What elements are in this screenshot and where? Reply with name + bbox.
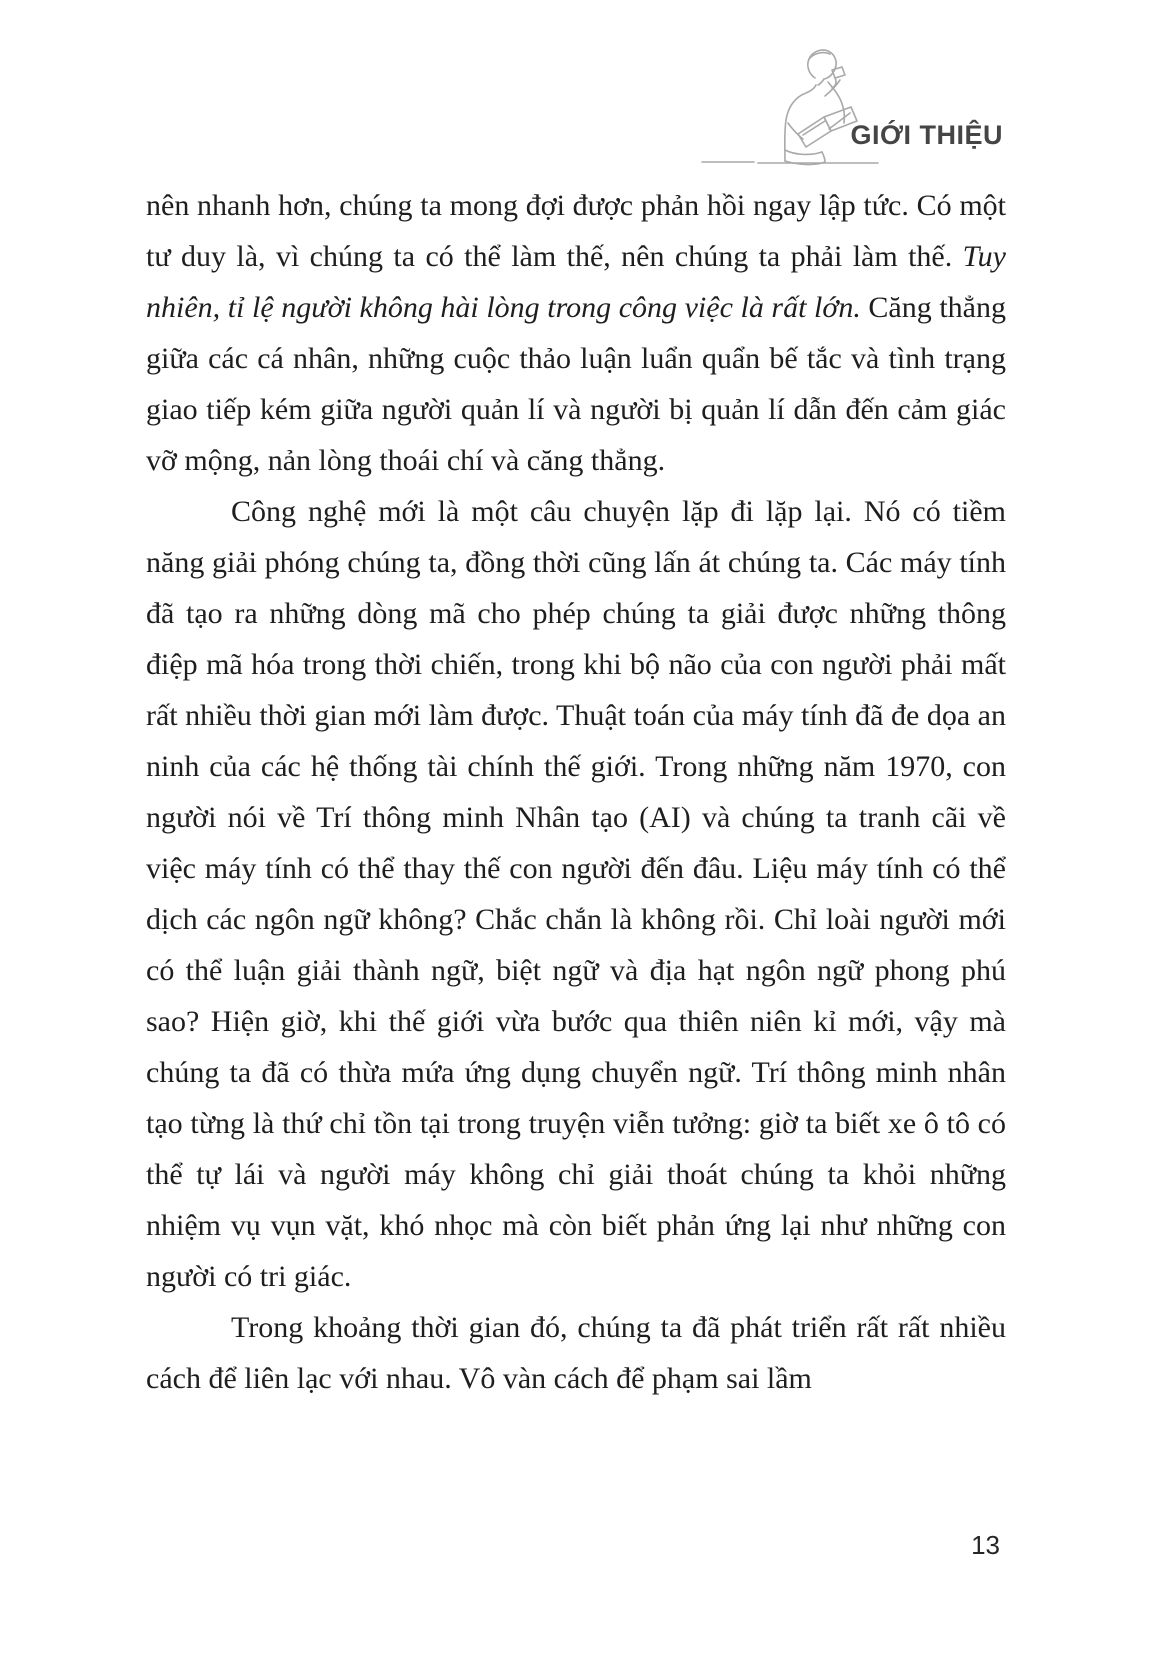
paragraph <box>146 180 1006 486</box>
text-run: Căng thẳng giữa các cá nhân, những cuộc thảo luận luẩn quẩn bế tắc và tình trạng giao tiếp kém giữa người quản lí và người bị quản lí dẫn đến cảm giác vỡ mộng, nản lòng thoái chí và căng thẳng. <box>146 291 1006 477</box>
page-number: 13 <box>971 1530 1000 1560</box>
paragraph <box>146 486 1006 1302</box>
paragraph <box>146 1302 1006 1404</box>
text-run: nên nhanh hơn, chúng ta mong đợi được phản hồi ngay lập tức. Có một tư duy là, vì chúng ta có thể làm thế, nên chúng ta phải làm thế. <box>146 189 1006 273</box>
italic-text-run: Tuy nhiên, tỉ lệ người không hài lòng trong công việc là rất lớn. <box>146 240 1006 324</box>
body-text <box>146 180 1006 1404</box>
page-header <box>0 0 1166 180</box>
text-run: Trong khoảng thời gian đó, chúng ta đã phát triển rất rất nhiều cách để liên lạc với nhau. Vô vàn cách để phạm sai lầm <box>146 1311 1006 1395</box>
chapter-title: GIỚI THIỆU <box>850 120 1003 150</box>
text-run: Công nghệ mới là một câu chuyện lặp đi lặp lại. Nó có tiềm năng giải phóng chúng ta, đồng thời cũng lấn át chúng ta. Các máy tính đã tạo ra những dòng mã cho phép chúng ta giải được những thông điệp mã hóa trong thời chiến, trong khi bộ não của con người phải mất rất nhiều thời gian mới làm được. Thuật toán của máy tính đã đe dọa an ninh của các hệ thống tài chính thế giới. Trong những năm 1970, con người nói về Trí thông minh Nhân tạo (AI) và chúng ta tranh cãi về việc máy tính có thể thay thế con người đến đâu. Liệu máy tính có thể dịch các ngôn ngữ không? Chắc chắn là không rồi. Chỉ loài người mới có thể luận giải thành ngữ, biệt ngữ và địa hạt ngôn ngữ phong phú sao? Hiện giờ, khi thế giới vừa bước qua thiên niên kỉ mới, vậy mà chúng ta đã có thừa mứa ứng dụng chuyển ngữ. Trí thông minh nhân tạo từng là thứ chỉ tồn tại trong truyện viễn tưởng: giờ ta biết xe ô tô có thể tự lái và người máy không chỉ giải thoát chúng ta khỏi những nhiệm vụ vụn vặt, khó nhọc mà còn biết phản ứng lại như những con người có tri giác. <box>146 495 1006 1293</box>
